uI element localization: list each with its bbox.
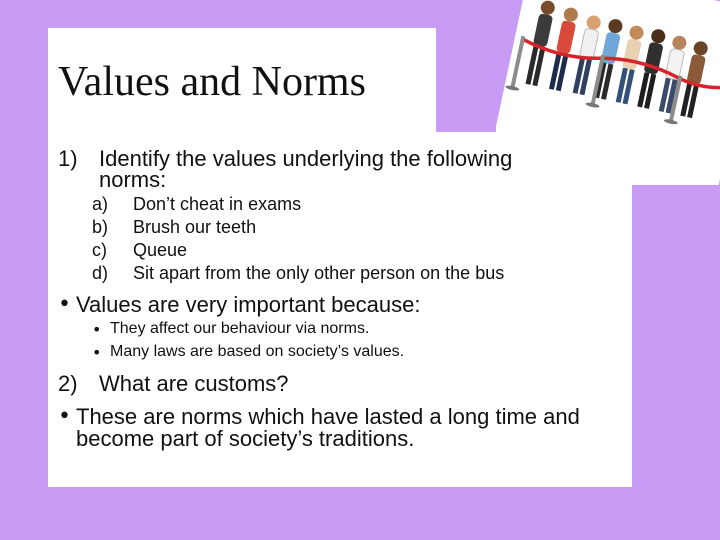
question-1-line-2: norms: [99,167,167,192]
bullet-icon: • [58,292,71,317]
bullet-icon: • [58,404,71,429]
customs-line-2: become part of society’s traditions. [76,426,415,451]
norm-item-b: Brush our teeth [133,217,257,237]
norm-marker-c: c) [92,240,107,260]
question-2-text: What are customs? [99,371,289,396]
norm-marker-b: b) [92,217,109,237]
norm-item-a: Don’t cheat in exams [133,194,302,214]
title-box [48,28,436,132]
norm-item-c: Queue [133,240,188,260]
values-subpoint-1: They affect our behaviour via norms. [110,320,370,337]
bullet-icon: • [92,320,102,339]
question-1-number: 1) [58,146,78,171]
slide-title: Values and Norms [58,59,366,105]
queue-photo [496,0,720,185]
values-subpoint-2: Many laws are based on society’s values. [110,343,405,360]
norm-item-d: Sit apart from the only other person on the bus [133,263,505,283]
customs-line-1: These are norms which have lasted a long time and [76,404,580,429]
norm-marker-d: d) [92,263,109,283]
question-2-number: 2) [58,371,78,396]
values-point: Values are very important because: [76,292,421,317]
bullet-icon: • [92,343,102,362]
question-1-line-1: Identify the values underlying the following [99,146,513,171]
norm-marker-a: a) [92,194,109,214]
